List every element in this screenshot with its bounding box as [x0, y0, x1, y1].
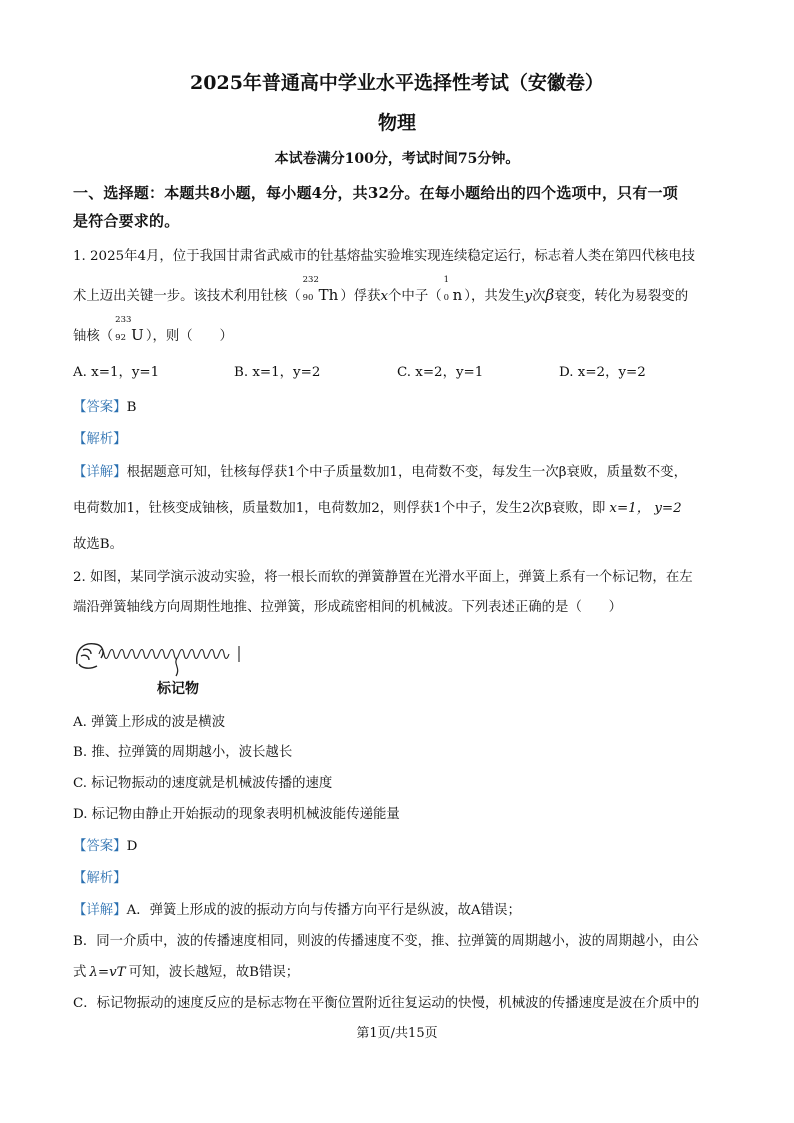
- detail-tag: 【详解】: [73, 903, 127, 918]
- q1-analysis-tag: 【解析】: [73, 432, 127, 447]
- n-mass-number: 1: [443, 275, 450, 285]
- q2-answer: [73, 836, 723, 858]
- detail-tag: 【详解】: [73, 465, 127, 480]
- figure-label-marker: 标记物: [157, 681, 199, 697]
- q2-option-d[interactable]: D. 标记物由静止开始振动的现象表明机械波能传递能量: [73, 807, 400, 822]
- spring-coils: [99, 646, 239, 662]
- subject-title: 物理: [377, 112, 416, 134]
- q2-detail-text: A．弹簧上形成的波的振动方向与传播方向平行是纵波，故A错误；: [126, 903, 521, 918]
- q2-stem-line1: 2. 如图，某同学演示波动实验，将一根长而软的弹簧静置在光滑水平面上，弹簧上系有一个标记物，在左: [73, 570, 693, 585]
- var-y: y: [524, 289, 533, 304]
- q2-stem-line2: 端沿弹簧轴线方向周期性地推、拉弹簧，形成疏密相间的机械波。下列表述正确的是（ ）: [73, 600, 623, 615]
- spring-figure: [73, 634, 253, 706]
- q1-detail-line3: 故选B。: [73, 537, 124, 552]
- q2-detail-b-line1: B．同一介质中，波的传播速度相同，则波的传播速度不变，推、拉弹簧的周期越小，波的周期越小，由公: [73, 934, 699, 949]
- q1-option-b[interactable]: B. x=1，y=2: [234, 365, 321, 380]
- thorium-nuclide: [302, 275, 339, 308]
- uranium-nuclide: [115, 315, 144, 348]
- section-heading-line2: 是符合要求的。: [73, 212, 180, 230]
- q2-detail-a: [73, 900, 723, 922]
- answer-tag: 【答案】: [73, 839, 127, 854]
- marker-icon: [176, 658, 178, 676]
- q1-text: ）俘获: [340, 289, 381, 304]
- q1-text: 个中子（: [388, 289, 442, 304]
- q1-detail-line2: [73, 498, 723, 520]
- q2-answer-value: D: [126, 839, 138, 854]
- hand-icon: [77, 644, 103, 668]
- section-heading-line1: 一、选择题：本题共8小题，每小题4分，共32分。在每小题给出的四个选项中，只有一项: [73, 184, 678, 202]
- q2-detail-text: 可知，波长越短，故B错误；: [128, 965, 300, 980]
- q2-detail-c-line1: C．标记物振动的速度反应的是标志物在平衡位置附近往复运动的快慢，机械波的传播速度是波在介质中的: [73, 996, 700, 1011]
- q2-detail-text: 式: [73, 965, 87, 980]
- q1-answer: [73, 397, 723, 419]
- exam-notice: 本试卷满分100分，考试时间75分钟。: [274, 151, 520, 167]
- q1-detail-equation: x=1， y=2: [609, 501, 682, 516]
- q2-detail-b-line2: [73, 962, 723, 984]
- beta-symbol: β: [545, 286, 555, 304]
- q1-text: 次: [532, 289, 546, 304]
- q1-text: 铀核（: [73, 329, 114, 344]
- u-symbol: U: [131, 326, 144, 344]
- answer-tag: 【答案】: [73, 400, 127, 415]
- u-mass-number: 233: [115, 315, 132, 325]
- q2-option-b[interactable]: B. 推、拉弹簧的周期越小，波长越长: [73, 745, 293, 760]
- q1-detail-text: 电荷数加1，钍核变成铀核，质量数加1，电荷数加2，则俘获1个中子，发生2次β衰败，即: [73, 501, 606, 516]
- n-symbol: n: [452, 286, 463, 304]
- q1-text: ），则（ ）: [145, 329, 233, 344]
- var-x: x: [380, 289, 389, 304]
- page-footer: 第1页/共15页: [356, 1026, 438, 1041]
- q1-stem-line3: [73, 315, 723, 348]
- q1-answer-value: B: [126, 400, 137, 415]
- th-atomic-number: 90: [302, 293, 314, 303]
- q1-text: ），共发生: [464, 289, 525, 304]
- q1-detail-text: 根据题意可知，钍核每俘获1个中子质量数加1，电荷数不变，每发生一次β衰败，质量数不变，: [126, 465, 687, 480]
- q1-option-d[interactable]: D. x=2，y=2: [559, 365, 646, 380]
- neutron-nuclide: [443, 275, 463, 308]
- q1-detail-line1: [73, 462, 723, 484]
- th-symbol: Th: [318, 286, 339, 304]
- th-mass-number: 232: [302, 275, 319, 285]
- n-atomic-number: 0: [443, 293, 450, 303]
- u-atomic-number: 92: [115, 333, 126, 343]
- q1-option-c[interactable]: C. x=2，y=1: [397, 365, 484, 380]
- q1-option-a[interactable]: A. x=1，y=1: [73, 365, 160, 380]
- q2-analysis-tag: 【解析】: [73, 871, 127, 886]
- q1-stem-line2: [73, 275, 723, 308]
- q1-options: [73, 362, 723, 384]
- exam-title: 2025年普通高中学业水平选择性考试（安徽卷）: [190, 72, 604, 94]
- q1-text: 术上迈出关键一步。该技术利用钍核（: [73, 289, 301, 304]
- q1-text: 衰变，转化为易裂变的: [554, 289, 689, 304]
- q1-stem-line1: 1. 2025年4月，位于我国甘肃省武威市的钍基熔盐实验堆实现连续稳定运行，标志着人类在第四代核电技: [73, 249, 696, 264]
- q2-option-a[interactable]: A. 弹簧上形成的波是横波: [73, 715, 226, 730]
- q2-option-c[interactable]: C. 标记物振动的速度就是机械波传播的速度: [73, 776, 333, 791]
- wavelength-equation: λ=vT: [89, 965, 126, 980]
